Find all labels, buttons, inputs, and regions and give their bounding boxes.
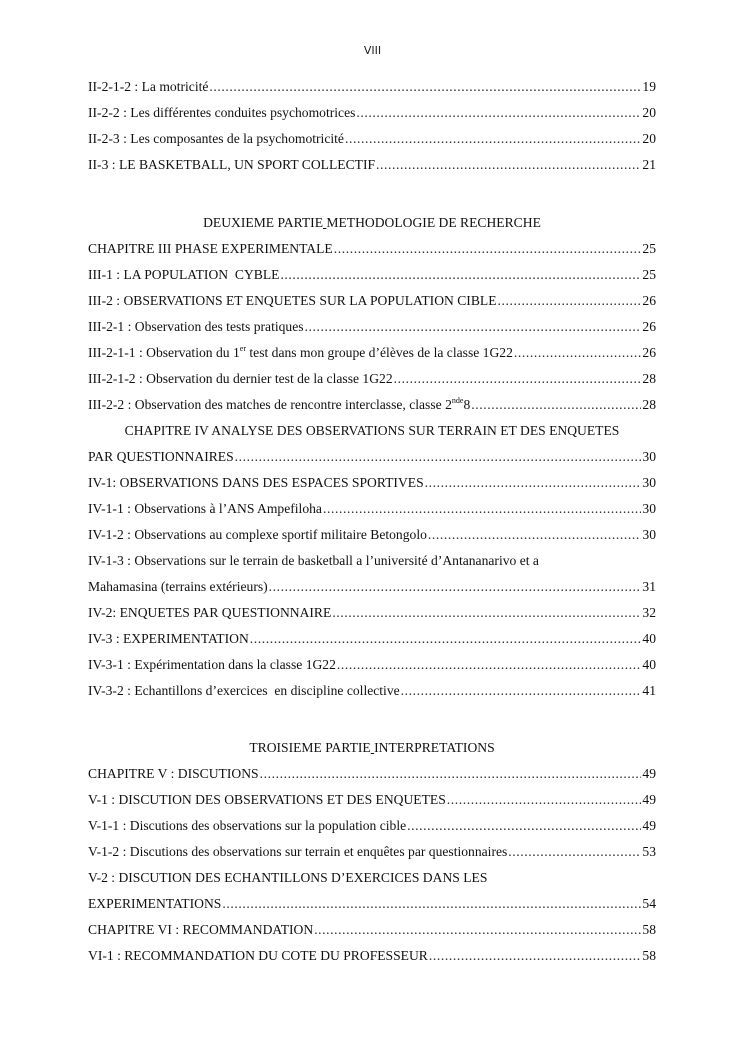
toc-entry[interactable]	[88, 576, 656, 598]
toc-leader	[447, 789, 642, 811]
toc-entry-label: II-2-3 : Les composantes de la psychomotricité	[88, 131, 344, 146]
toc-leader	[471, 394, 641, 416]
toc-leader	[498, 290, 642, 312]
toc-entry[interactable]	[88, 368, 656, 390]
toc-entry[interactable]	[88, 238, 656, 260]
toc-entry-page: 41	[642, 683, 656, 698]
toc-entry-page: 30	[642, 527, 656, 542]
toc-entry-page: 21	[642, 157, 656, 172]
toc-entry-page: 28	[642, 371, 656, 386]
toc-leader	[429, 945, 642, 967]
toc-entry-page: 49	[642, 818, 656, 833]
toc-entry[interactable]	[88, 394, 656, 416]
toc-leader	[314, 919, 641, 941]
toc-entry[interactable]	[88, 602, 656, 624]
toc-leader	[394, 368, 642, 390]
toc-leader	[209, 76, 641, 98]
toc-leader	[356, 102, 641, 124]
toc-entry-label: II-2-2 : Les différentes conduites psychomotrices	[88, 105, 356, 120]
toc-entry-label: III-2-2 : Observation des matches de rencontre interclasse, classe 2nde8	[88, 396, 471, 412]
toc-entry-label: CHAPITRE V : DISCUTIONS	[88, 766, 259, 781]
toc-entry-page: 26	[642, 293, 656, 308]
toc-entry-label: CHAPITRE VI : RECOMMANDATION	[88, 922, 314, 937]
toc-entry[interactable]	[88, 128, 656, 150]
toc-entry-label: Mahamasina (terrains extérieurs)	[88, 579, 268, 594]
toc-leader	[376, 154, 641, 176]
toc-leader	[323, 498, 641, 520]
part-title: TROISIEME PARTIE	[249, 740, 371, 755]
toc-entry-page: 30	[642, 475, 656, 490]
toc-entry-page: 54	[642, 896, 656, 911]
toc-leader	[250, 628, 642, 650]
toc-entry[interactable]	[88, 919, 656, 941]
toc-entry-label: II-2-1-2 : La motricité	[88, 79, 209, 94]
toc-entry[interactable]	[88, 524, 656, 546]
toc-leader	[337, 654, 642, 676]
toc-entry-line1[interactable]: V-2 : DISCUTION DES ECHANTILLONS D’EXERCICES DANS LES	[88, 870, 488, 885]
toc-entry[interactable]	[88, 76, 656, 98]
toc-leader	[305, 316, 642, 338]
toc-entry-page: 32	[642, 605, 656, 620]
toc-entry-page: 25	[642, 241, 656, 256]
toc-entry-label: V-1 : DISCUTION DES OBSERVATIONS ET DES ENQUETES	[88, 792, 446, 807]
toc-entry-label: EXPERIMENTATIONS	[88, 896, 222, 911]
toc-leader	[345, 128, 641, 150]
toc-entry-label: III-2-1 : Observation des tests pratiques	[88, 319, 304, 334]
toc-entry-label: PAR QUESTIONNAIRES	[88, 449, 234, 464]
part-subtitle: METHODOLOGIE DE RECHERCHE	[326, 215, 541, 230]
toc-leader	[508, 841, 641, 863]
toc-entry[interactable]	[88, 264, 656, 286]
page-number: VIII	[363, 44, 382, 57]
toc-entry-page: 49	[642, 792, 656, 807]
toc-entry-label: II-3 : LE BASKETBALL, UN SPORT COLLECTIF	[88, 157, 376, 172]
toc-leader	[401, 680, 642, 702]
toc-entry-page: 25	[642, 267, 656, 282]
toc-leader	[222, 893, 641, 915]
toc-entry-page: 28	[642, 397, 656, 412]
toc-entry-label: III-1 : LA POPULATION CYBLE	[88, 267, 280, 282]
toc-entry-label: V-1-2 : Discutions des observations sur terrain et enquêtes par questionnaires	[88, 844, 508, 859]
toc-leader	[235, 446, 642, 468]
toc-entry-page: 26	[642, 319, 656, 334]
toc-entry-page: 19	[642, 79, 656, 94]
toc-entry[interactable]	[88, 763, 656, 785]
toc-entry-page: 20	[642, 105, 656, 120]
toc-leader	[425, 472, 642, 494]
toc-entry[interactable]	[88, 680, 656, 702]
toc-entry[interactable]	[88, 154, 656, 176]
toc-entry[interactable]	[88, 654, 656, 676]
toc-entry-page: 30	[642, 501, 656, 516]
toc-entry[interactable]	[88, 893, 656, 915]
toc-entry-line1[interactable]: CHAPITRE IV ANALYSE DES OBSERVATIONS SUR TERRAIN ET DES ENQUETES	[124, 423, 620, 438]
toc-entry-page: 40	[642, 657, 656, 672]
toc-entry[interactable]	[88, 789, 656, 811]
toc-entry-label: IV-2: ENQUETES PAR QUESTIONNAIRE	[88, 605, 332, 620]
toc-entry-page: 26	[642, 345, 656, 360]
toc-entry-page: 40	[642, 631, 656, 646]
toc-entry-page: 20	[642, 131, 656, 146]
part-subtitle: INTERPRETATIONS	[374, 740, 495, 755]
toc-entry[interactable]	[88, 102, 656, 124]
toc-entry[interactable]	[88, 815, 656, 837]
toc-entry[interactable]	[88, 628, 656, 650]
toc-entry[interactable]	[88, 472, 656, 494]
toc-entry[interactable]	[88, 498, 656, 520]
toc-leader	[407, 815, 641, 837]
part-heading-2	[88, 212, 656, 234]
toc-leader	[269, 576, 642, 598]
toc-entry-label: IV-1: OBSERVATIONS DANS DES ESPACES SPORTIVES	[88, 475, 424, 490]
toc-entry-label: IV-3-1 : Expérimentation dans la classe 1G22	[88, 657, 336, 672]
toc-entry[interactable]	[88, 342, 656, 364]
toc-entry[interactable]	[88, 446, 656, 468]
toc-entry-label: III-2-1-1 : Observation du 1er test dans mon groupe d’élèves de la classe 1G22	[88, 344, 513, 360]
toc-leader	[428, 524, 642, 546]
toc-entry-label: IV-1-2 : Observations au complexe sportif militaire Betongolo	[88, 527, 427, 542]
toc-entry-label: VI-1 : RECOMMANDATION DU COTE DU PROFESSEUR	[88, 948, 428, 963]
toc-leader	[280, 264, 641, 286]
toc-entry-label: IV-3 : EXPERIMENTATION	[88, 631, 249, 646]
toc-entry-label: CHAPITRE III PHASE EXPERIMENTALE	[88, 241, 333, 256]
toc-entry-line1[interactable]: IV-1-3 : Observations sur le terrain de basketball a l’université d’Antananarivo et a	[88, 553, 539, 568]
toc-entry-label: V-1-1 : Discutions des observations sur la population cible	[88, 818, 407, 833]
toc-leader	[334, 238, 642, 260]
toc-entry[interactable]	[88, 290, 656, 312]
part-title: DEUXIEME PARTIE	[203, 215, 323, 230]
toc-entry-label: III-2-1-2 : Observation du dernier test de la classe 1G22	[88, 371, 393, 386]
toc-entry-label: III-2 : OBSERVATIONS ET ENQUETES SUR LA POPULATION CIBLE	[88, 293, 497, 308]
toc-leader	[332, 602, 641, 624]
toc-entry[interactable]	[88, 841, 656, 863]
toc-entry-page: 30	[642, 449, 656, 464]
toc-entry-page: 58	[642, 922, 656, 937]
part-heading-3	[88, 737, 656, 759]
toc-entry-page: 58	[642, 948, 656, 963]
toc-entry[interactable]	[88, 945, 656, 967]
toc-entry-page: 31	[642, 579, 656, 594]
toc-leader	[260, 763, 642, 785]
toc-entry-page: 49	[642, 766, 656, 781]
toc-entry-label: IV-3-2 : Echantillons d’exercices en discipline collective	[88, 683, 400, 698]
toc-entry-label: IV-1-1 : Observations à l’ANS Ampefiloha	[88, 501, 322, 516]
toc-entry[interactable]	[88, 316, 656, 338]
toc-leader	[514, 342, 642, 364]
toc-entry-page: 53	[642, 844, 656, 859]
